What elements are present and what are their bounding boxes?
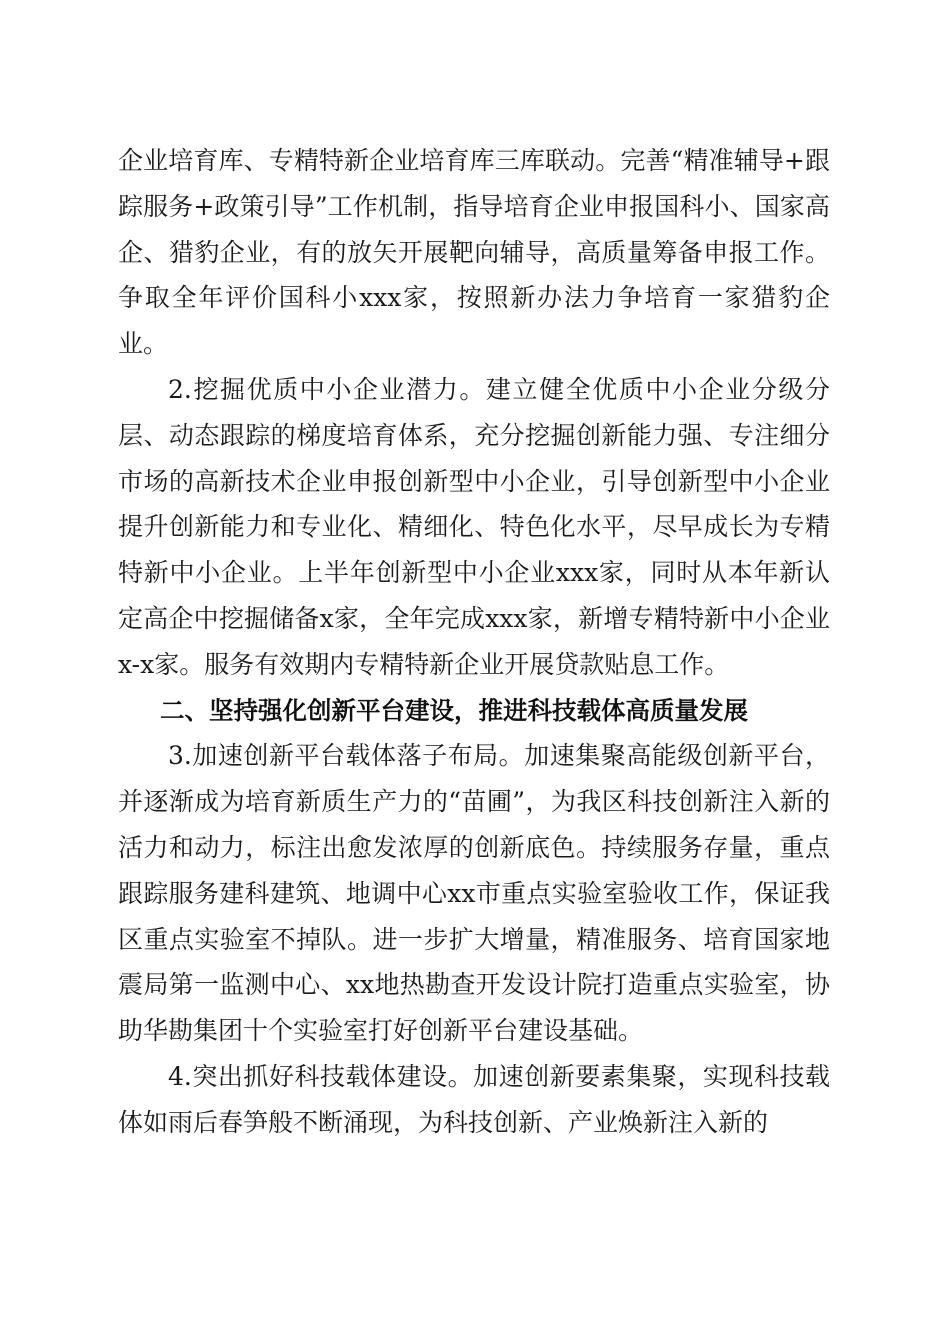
section-heading: 二、坚持强化创新平台建设，推进科技载体高质量发展 <box>160 695 748 725</box>
paragraph-item-4: 4.突出抓好科技载体建设。加速创新要素集聚，实现科技载体如雨后春笋般不断涌现，为科技创新、产业焕新注入新的 <box>118 1061 830 1137</box>
paragraph-item-3: 3.加速创新平台载体落子布局。加速集聚高能级创新平台，并逐渐成为培育新质生产力的“苗圃”，为我区科技创新注入新的活力和动力，标注出愈发浓厚的创新底色。持续服务存量，重点跟踪服务建科建筑、地调中心xx市重点实验室验收工作，保证我区重点实验室不掉队。进一步扩大增量，精准服务、培育国家地震局第一监测中心、xx地热勘查开发设计院打造重点实验室，协助华勘集团十个实验室打好创新平台建设基础。 <box>118 741 830 1046</box>
document-body <box>118 138 830 1146</box>
paragraph-continuation: 企业培育库、专精特新企业培育库三库联动。完善“精准辅导+跟踪服务+政策引导”工作机制，指导培育企业申报国科小、国家高企、猎豹企业，有的放矢开展靶向辅导，高质量筹备申报工作。争取全年评价国科小xxx家，按照新办法力争培育一家猎豹企业。 <box>118 146 830 359</box>
paragraph-item-2: 2.挖掘优质中小企业潜力。建立健全优质中小企业分级分层、动态跟踪的梯度培育体系，充分挖掘创新能力强、专注细分市场的高新技术企业申报创新型中小企业，引导创新型中小企业提升创新能力和专业化、精细化、特色化水平，尽早成长为专精特新中小企业。上半年创新型中小企业xxx家，同时从本年新认定高企中挖掘储备x家，全年完成xxx家，新增专精特新中小企业x-x家。服务有效期内专精特新企业开展贷款贴息工作。 <box>118 374 830 679</box>
